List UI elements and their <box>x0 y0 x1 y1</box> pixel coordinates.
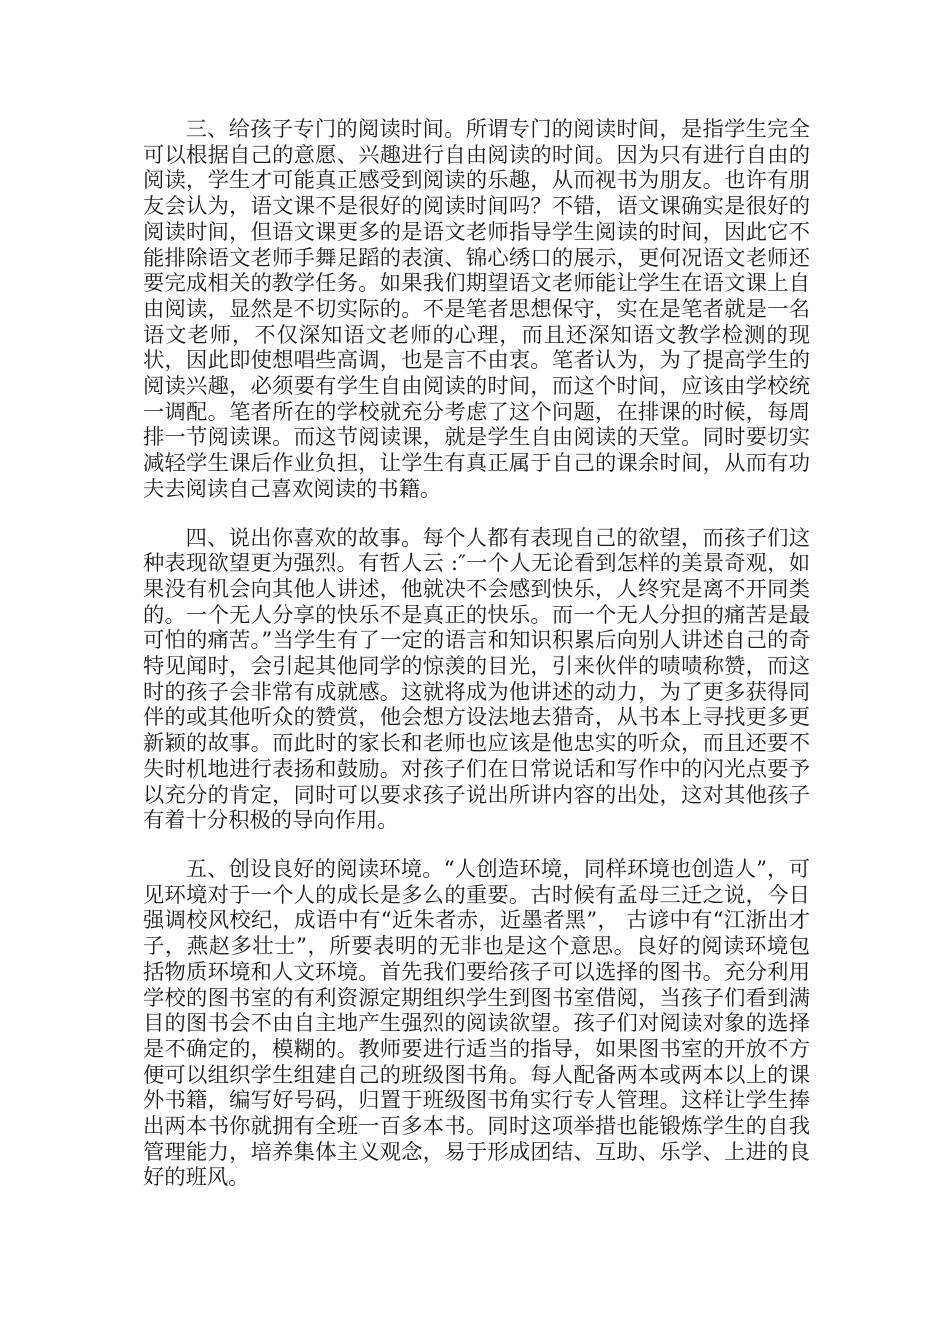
paragraph-reading-time: 三、给孩子专门的阅读时间。所谓专门的阅读时间，是指学生完全可以根据自己的意愿、兴趣进行自由阅读的时间。因为只有进行自由的阅读，学生才可能真正感受到阅读的乐趣，从而视书为朋友。也许有朋友会认为，语文课不是很好的阅读时间吗？不错，语文课确实是很好的阅读时间，但语文课更多的是语文老师指导学生阅读的时间，因此它不能排除语文老师手舞足蹈的表演、锦心绣口的展示，更何况语文老师还要完成相关的教学任务。如果我们期望语文老师能让学生在语文课上自由阅读，显然是不切实际的。不是笔者思想保守，实在是笔者就是一名语文老师，不仅深知语文老师的心理，而且还深知语文教学检测的现状，因此即使想唱些高调，也是言不由衷。笔者认为，为了提高学生的阅读兴趣，必须要有学生自由阅读的时间，而这个时间，应该由学校统一调配。笔者所在的学校就充分考虑了这个问题，在排课的时候，每周排一节阅读课。而这节阅读课，就是学生自由阅读的天堂。同时要切实减轻学生课后作业负担，让学生有真正属于自己的课余时间，从而有功夫去阅读自己喜欢阅读的书籍。 <box>143 117 810 502</box>
paragraph-tell-stories: 四、说出你喜欢的故事。每个人都有表现自己的欲望，而孩子们这种表现欲望更为强烈。有哲人云 :″一个人无论看到怎样的美景奇观，如果没有机会向其他人讲述，他就决不会感到快乐，人终究是离不开同类的。一个无人分享的快乐不是真正的快乐。而一个无人分担的痛苦是最可怕的痛苦。”当学生有了一定的语言和知识积累后向别人讲述自己的奇特见闻时，会引起其他同学的惊羡的目光，引来伙伴的啧啧称赞，而这时的孩子会非常有成就感。这就将成为他讲述的动力，为了更多获得同伴的或其他听众的赞赏，他会想方设法地去猎奇，从书本上寻找更多更新颖的故事。而此时的家长和老师也应该是他忠实的听众，而且还要不失时机地进行表扬和鼓励。对孩子们在日常说话和写作中的闪光点要予以充分的肯定，同时可以要求孩子说出所讲内容的出处，这对其他孩子有着十分积极的导向作用。 <box>143 525 810 834</box>
paragraph-reading-environment: 五、创设良好的阅读环境。“人创造环境，同样环境也创造人”，可见环境对于一个人的成长是多么的重要。古时候有孟母三迁之说，今日强调校风校纪，成语中有“近朱者赤，近墨者黑”， 古谚中有“江浙出才子，燕赵多壮士”，所要表明的无非也是这个意思。良好的阅读环境包括物质环境和人文环境。首先我们要给孩子可以选择的图书。充分利用学校的图书室的有利资源定期组织学生到图书室借阅，当孩子们看到满目的图书会不由自主地产生强烈的阅读欲望。孩子们对阅读对象的选择是不确定的，模糊的。教师要进行适当的指导，如果图书室的开放不方便可以组织学生组建自己的班级图书角。每人配备两本或两本以上的课外书籍，编写好号码，归置于班级图书角实行专人管理。这样让学生捧出两本书你就拥有全班一百多本书。同时这项举措也能锻炼学生的自我管理能力，培养集体主义观念，易于形成团结、互助、乐学、上进的良好的班风。 <box>143 856 810 1191</box>
document-page <box>143 117 810 1191</box>
